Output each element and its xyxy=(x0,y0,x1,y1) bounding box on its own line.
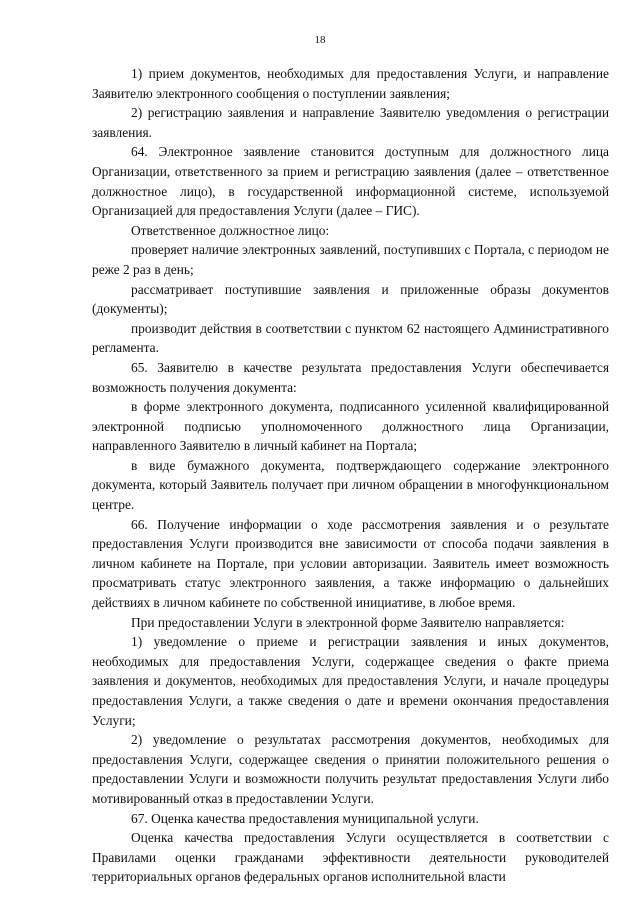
paragraph: производит действия в соответствии с пунктом 62 настоящего Административного регламента. xyxy=(92,320,609,356)
paragraph: 2) уведомление о результатах рассмотрения документов, необходимых для предоставления Услуги, содержащее сведения о принятии положительного решения о предоставлении Услуги и возможности получить результат предоставления Услуги либо мотивированный отказ в предоставлении Услуги. xyxy=(92,732,609,806)
page-number: 18 xyxy=(314,34,326,46)
paragraph: 1) прием документов, необходимых для предоставления Услуги, и направление Заявителю электронного сообщения о поступлении заявления; xyxy=(92,66,609,101)
paragraph: в виде бумажного документа, подтверждающего содержание электронного документа, который Заявитель получает при личном обращении в многофункциональном центре. xyxy=(92,457,609,513)
paragraph: 66. Получение информации о ходе рассмотрения заявления и о результате предоставления Услуги производится вне зависимости от способа подачи заявления в личном кабинете на Портале, при условии авторизации. Заявитель имеет возможность просматривать статус электронного заявления, а также информацию о дальнейших действиях в личном кабинете по собственной инициативе, в любое время. xyxy=(92,516,609,611)
document-body xyxy=(92,64,609,887)
paragraph: 65. Заявителю в качестве результата предоставления Услуги обеспечивается возможность получения документа: xyxy=(92,359,609,395)
paragraph: в форме электронного документа, подписанного усиленной квалифицированной электронной подписью уполномоченного должностного лица Организации, направленного Заявителю в личный кабинет на Портала; xyxy=(92,399,609,454)
paragraph: 2) регистрацию заявления и направление Заявителю уведомления о регистрации заявления. xyxy=(92,105,609,140)
paragraph: рассматривает поступившие заявления и приложенные образы документов (документы); xyxy=(92,281,609,317)
paragraph: 67. Оценка качества предоставления муниципальной услуги. xyxy=(131,810,479,826)
paragraph: Ответственное должностное лицо: xyxy=(131,222,330,238)
paragraph: 64. Электронное заявление становится доступным для должностного лица Организации, ответственного за прием и регистрацию заявления (далее – ответственное должностное лицо), в государственной информационной системе, используемой Организацией для предоставления Услуги (далее – ГИС). xyxy=(92,144,609,219)
paragraph: При предоставлении Услуги в электронной форме Заявителю направляется: xyxy=(131,614,565,630)
paragraph: проверяет наличие электронных заявлений, поступивших с Портала, с периодом не реже 2 раз в день; xyxy=(92,242,609,277)
paragraph: 1) уведомление о приеме и регистрации заявления и иных документов, необходимых для предоставления Услуги, содержащее сведения о факте приема заявления и документов, необходимых для предоставления Услуги, и начале процедуры предоставления Услуги, а также сведения о дате и времени окончания предоставления Услуги; xyxy=(92,634,609,728)
paragraph: Оценка качества предоставления Услуги осуществляется в соответствии с Правилами оценки гражданами эффективности деятельности руководителей территориальных органов федеральных органов исполнительной власти xyxy=(92,830,609,885)
